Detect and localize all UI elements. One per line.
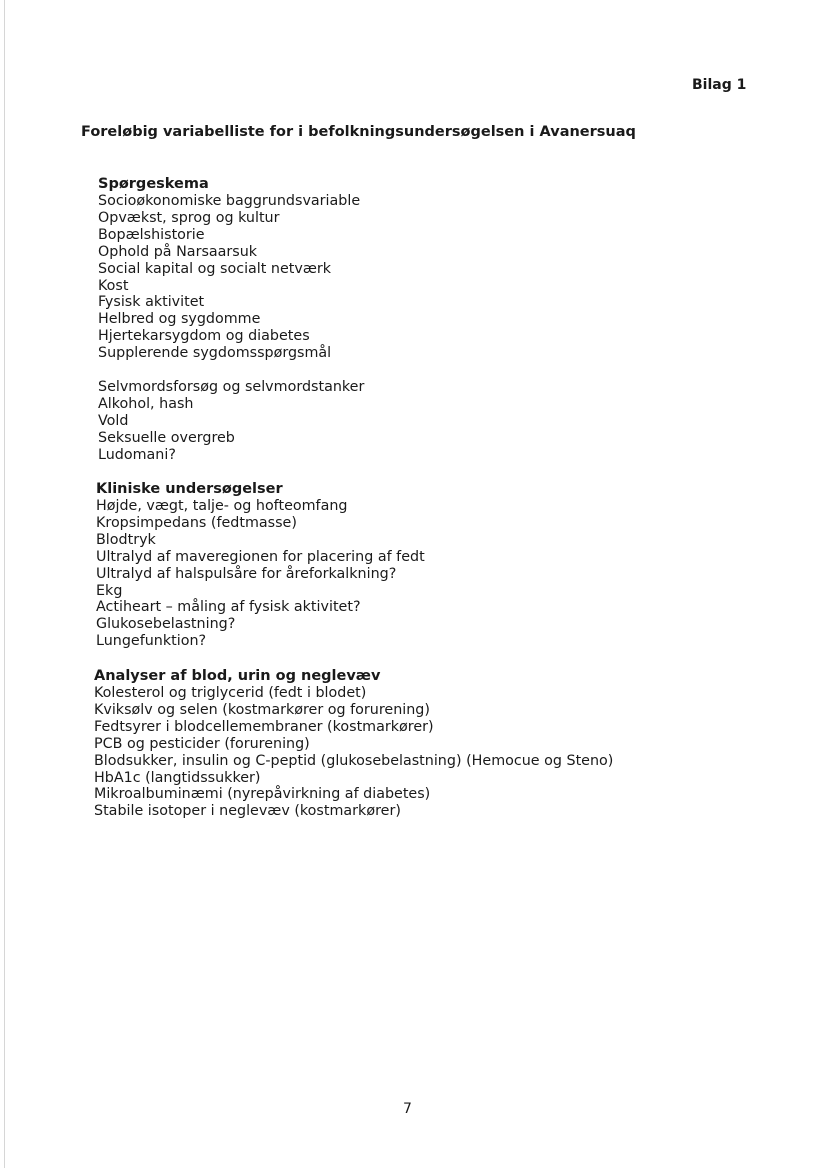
- list-item: Helbred og sygdomme: [98, 311, 261, 328]
- item-list-extra: [98, 379, 364, 464]
- section-blood-urine-nail-analyses: [94, 668, 613, 820]
- list-item: Seksuelle overgreb: [98, 429, 235, 446]
- item-list: [98, 193, 364, 362]
- list-item: Supplerende sygdomsspørgsmål: [98, 345, 332, 362]
- list-item: HbA1c (langtidssukker): [94, 769, 261, 786]
- list-item: Kropsimpedans (fedtmasse): [96, 514, 297, 531]
- section-clinical-examinations: [96, 481, 425, 650]
- list-item: Hjertekarsygdom og diabetes: [98, 328, 310, 345]
- document-title: Foreløbig variabelliste for i befolkningsundersøgelsen i Avanersuaq: [81, 124, 636, 140]
- list-item: Kviksølv og selen (kostmarkører og forurening): [94, 701, 430, 718]
- list-item: Bopælshistorie: [98, 226, 205, 243]
- list-item: Ultralyd af halspulsåre for åreforkalkning?: [96, 565, 397, 582]
- section-questionnaire: [98, 176, 364, 463]
- appendix-label: Bilag 1: [692, 77, 747, 93]
- list-item: Fedtsyrer i blodcellemembraner (kostmarkører): [94, 718, 434, 735]
- list-item: Socioøkonomiske baggrundsvariable: [98, 193, 361, 209]
- section-heading: Kliniske undersøgelser: [96, 481, 283, 497]
- spacer: [98, 362, 364, 379]
- list-item: Blodtryk: [96, 531, 156, 548]
- list-item: Actiheart – måling af fysisk aktivitet?: [96, 599, 361, 616]
- section-heading: Spørgeskema: [98, 176, 209, 192]
- list-item: Social kapital og socialt netværk: [98, 260, 332, 277]
- list-item: Selvmordsforsøg og selvmordstanker: [98, 378, 365, 395]
- list-item: Kolesterol og triglycerid (fedt i blodet): [94, 685, 367, 701]
- list-item: Blodsukker, insulin og C-peptid (glukosebelastning) (Hemocue og Steno): [94, 752, 614, 769]
- list-item: Mikroalbuminæmi (nyrepåvirkning af diabetes): [94, 786, 431, 803]
- list-item: Ekg: [96, 582, 123, 599]
- list-item: Vold: [98, 412, 129, 429]
- list-item: Alkohol, hash: [98, 395, 194, 412]
- item-list: [96, 498, 425, 650]
- list-item: PCB og pesticider (forurening): [94, 735, 310, 752]
- list-item: Lungefunktion?: [96, 633, 207, 650]
- list-item: Ophold på Narsaarsuk: [98, 243, 258, 260]
- list-item: Ultralyd af maveregionen for placering af fedt: [96, 548, 425, 565]
- scan-edge-line: [4, 0, 5, 1168]
- item-list: [94, 685, 613, 820]
- list-item: Fysisk aktivitet: [98, 294, 205, 311]
- list-item: Højde, vægt, talje- og hofteomfang: [96, 498, 348, 514]
- list-item: Kost: [98, 277, 129, 294]
- page-number: 7: [403, 1101, 412, 1117]
- list-item: Stabile isotoper i neglevæv (kostmarkører): [94, 803, 401, 820]
- section-heading: Analyser af blod, urin og neglevæv: [94, 668, 381, 684]
- list-item: Opvækst, sprog og kultur: [98, 209, 280, 226]
- list-item: Glukosebelastning?: [96, 616, 236, 633]
- list-item: Ludomani?: [98, 446, 176, 463]
